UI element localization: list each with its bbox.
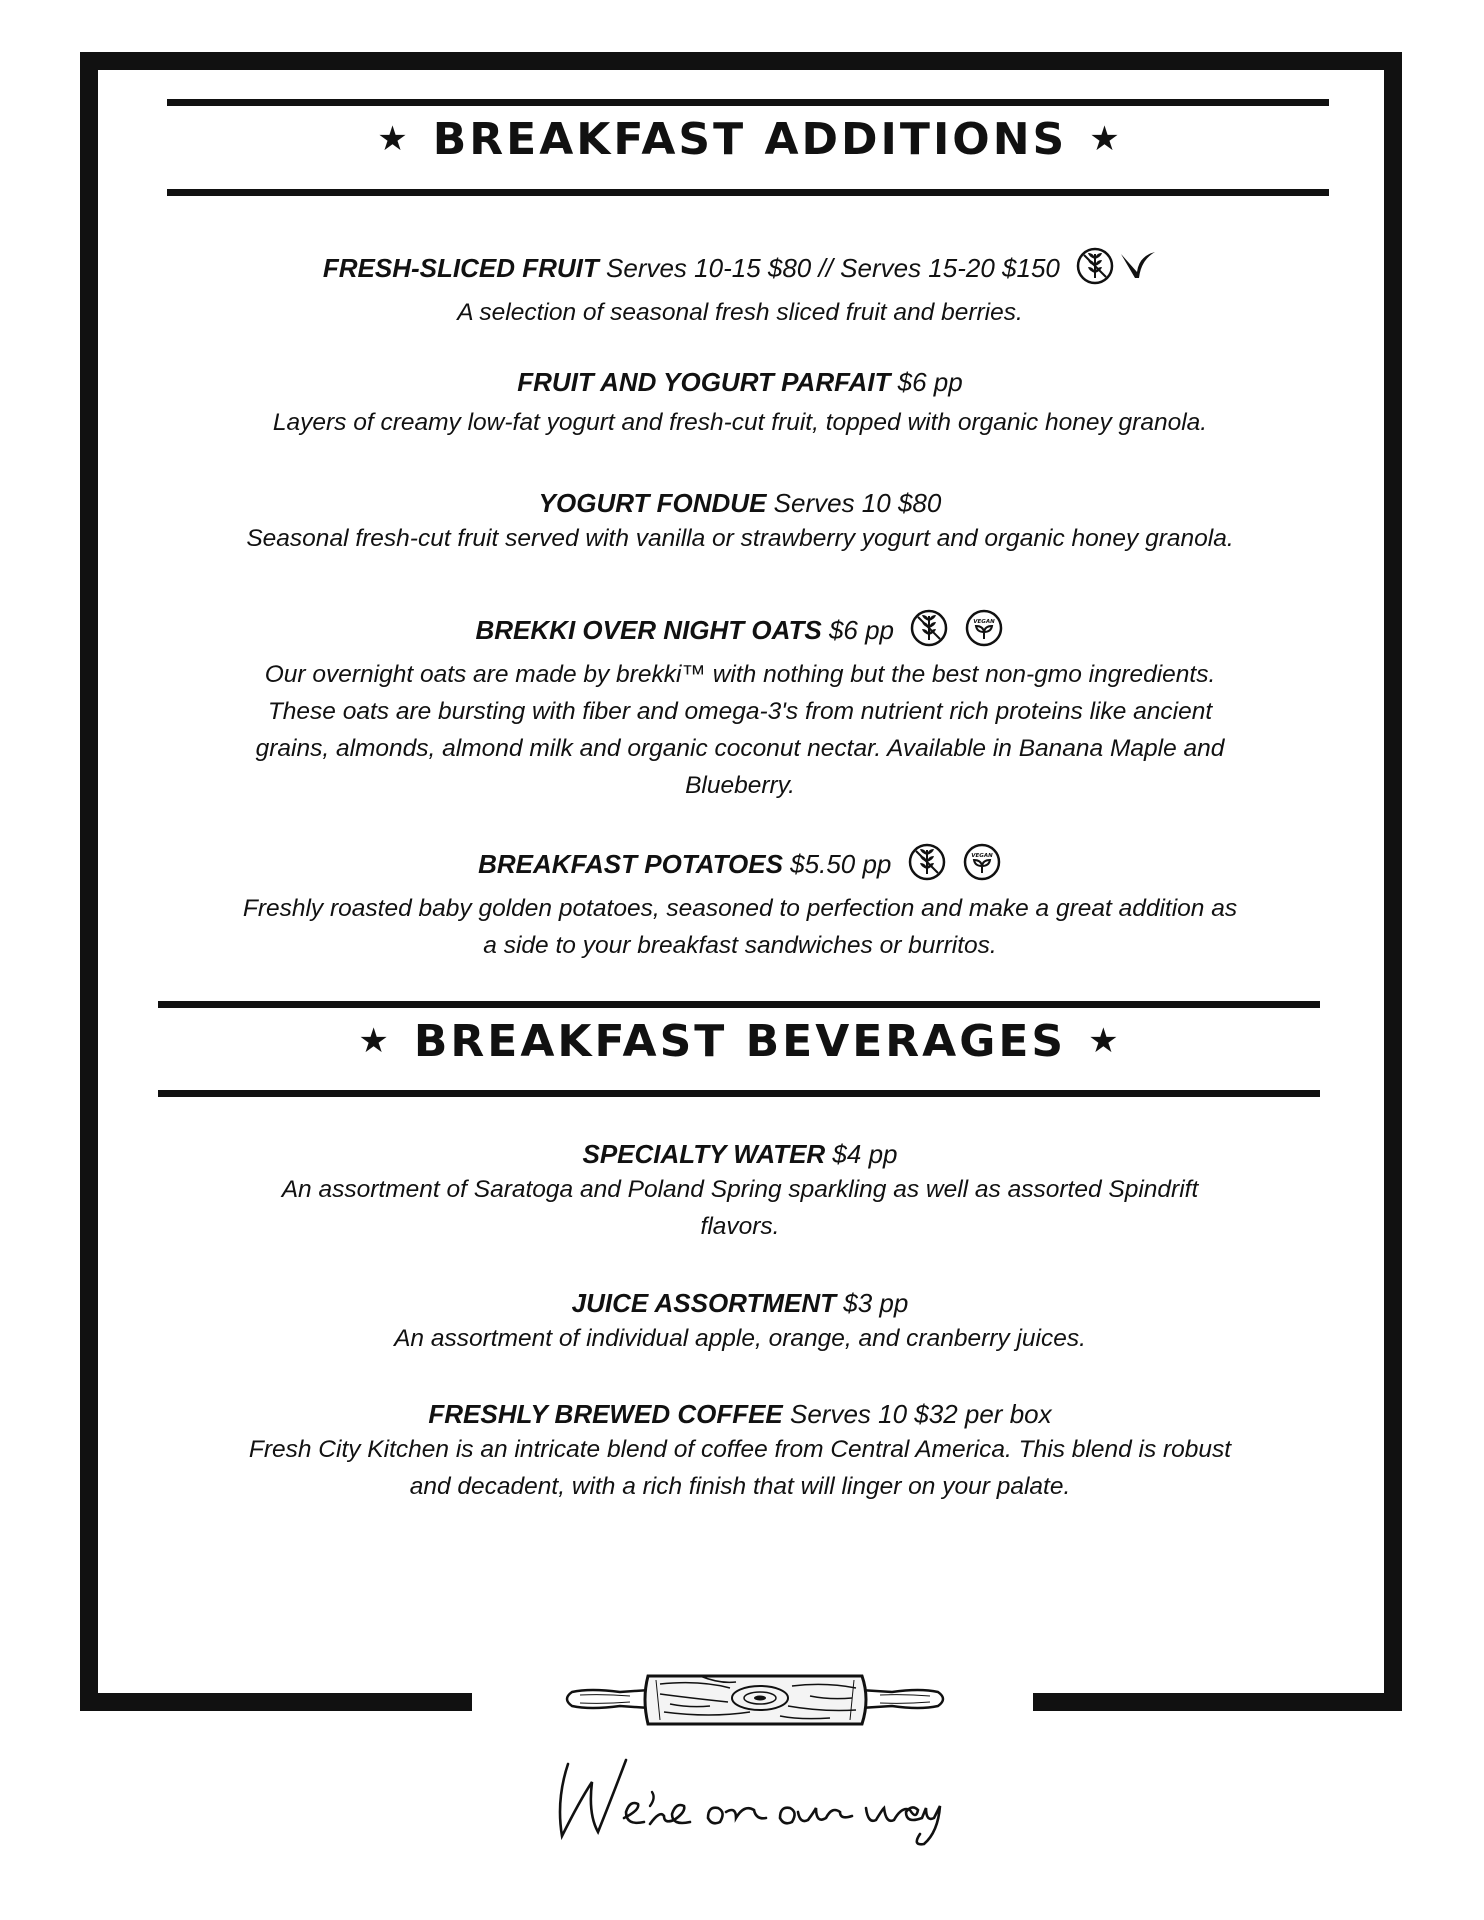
frame-bottom-right-border: [1033, 1693, 1402, 1711]
menu-item: [140, 1137, 1340, 1245]
star-icon: ★: [358, 1021, 392, 1061]
item-name: FRUIT AND YOGURT PARFAIT: [517, 367, 891, 397]
gluten-free-icon: [1075, 246, 1115, 294]
section-title: BREAKFAST ADDITIONS: [432, 114, 1068, 165]
frame-left-border: [80, 52, 98, 1711]
menu-item: [140, 608, 1340, 804]
vegan-badge-icon: [962, 842, 1002, 890]
item-price: $5.50 pp: [790, 849, 892, 879]
frame-top-border: [80, 52, 1402, 70]
signature: [540, 1740, 960, 1850]
section-title: BREAKFAST BEVERAGES: [413, 1016, 1067, 1067]
section-rule-bottom: [167, 189, 1329, 196]
item-description: Layers of creamy low-fat yogurt and fresh-cut fruit, topped with organic honey granola.: [272, 409, 1208, 436]
item-name: YOGURT FONDUE: [538, 488, 767, 518]
star-icon: ★: [1088, 1021, 1122, 1061]
item-description: An assortment of individual apple, orange, and cranberry juices.: [394, 1325, 1086, 1352]
item-price: Serves 10-15 $80 // Serves 15-20 $150: [606, 253, 1060, 283]
section-rule-bottom: [158, 1090, 1320, 1097]
item-name: BREKKI OVER NIGHT OATS: [475, 615, 822, 645]
menu-item: [140, 486, 1340, 557]
menu-item: [140, 842, 1340, 964]
menu-item: [140, 246, 1340, 331]
section-heading-beverages: [150, 1016, 1330, 1067]
item-name: FRESHLY BREWED COFFEE: [428, 1399, 783, 1429]
frame-bottom-left-border: [80, 1693, 472, 1711]
menu-item: [140, 365, 1340, 441]
item-description: A selection of seasonal fresh sliced fruit and berries.: [457, 299, 1023, 326]
section-heading-additions: [160, 114, 1340, 165]
rolling-pin-icon: [560, 1654, 960, 1749]
item-price: $6 pp: [897, 367, 963, 397]
menu-item: [140, 1397, 1340, 1505]
star-icon: ★: [377, 119, 411, 159]
svg-text:VEGAN: VEGAN: [973, 619, 996, 625]
menu-item: [140, 1286, 1340, 1357]
item-description: An assortment of Saratoga and Poland Spring sparkling as well as assorted Spindrift flavors.: [281, 1176, 1199, 1240]
item-name: JUICE ASSORTMENT: [571, 1288, 837, 1318]
gluten-free-icon: [909, 608, 949, 656]
vegan-badge-icon: [964, 608, 1004, 656]
item-name: SPECIALTY WATER: [582, 1139, 826, 1169]
item-price: $6 pp: [828, 615, 895, 645]
section-rule-top: [167, 99, 1329, 106]
item-description: Fresh City Kitchen is an intricate blend of coffee from Central America. This blend is robust and decadent, with a rich finish that will linger on your palate.: [248, 1436, 1232, 1500]
item-name: BREAKFAST POTATOES: [478, 849, 783, 879]
vegan-leaf-icon: [1117, 246, 1157, 294]
item-description: Our overnight oats are made by brekki™ with nothing but the best non-gmo ingredients. These oats are bursting with fiber and omega-3's from nutrient rich proteins like ancient grains, almonds, almond milk and organic coconut nectar. Available in Banana Maple and Blueberry.: [255, 661, 1225, 799]
item-description: Seasonal fresh-cut fruit served with vanilla or strawberry yogurt and organic honey granola.: [246, 525, 1234, 552]
item-description: Freshly roasted baby golden potatoes, seasoned to perfection and make a great addition as a side to your breakfast sandwiches or burritos.: [242, 895, 1238, 959]
item-price: $3 pp: [843, 1288, 909, 1318]
item-price: Serves 10 $80: [773, 488, 942, 518]
section-rule-top: [158, 1001, 1320, 1008]
gluten-free-icon: [907, 842, 947, 890]
item-price: $4 pp: [832, 1139, 898, 1169]
item-price: Serves 10 $32 per box: [790, 1399, 1052, 1429]
frame-right-border: [1384, 52, 1402, 1711]
item-name: FRESH-SLICED FRUIT: [322, 253, 599, 283]
star-icon: ★: [1089, 119, 1123, 159]
svg-text:VEGAN: VEGAN: [971, 853, 993, 859]
